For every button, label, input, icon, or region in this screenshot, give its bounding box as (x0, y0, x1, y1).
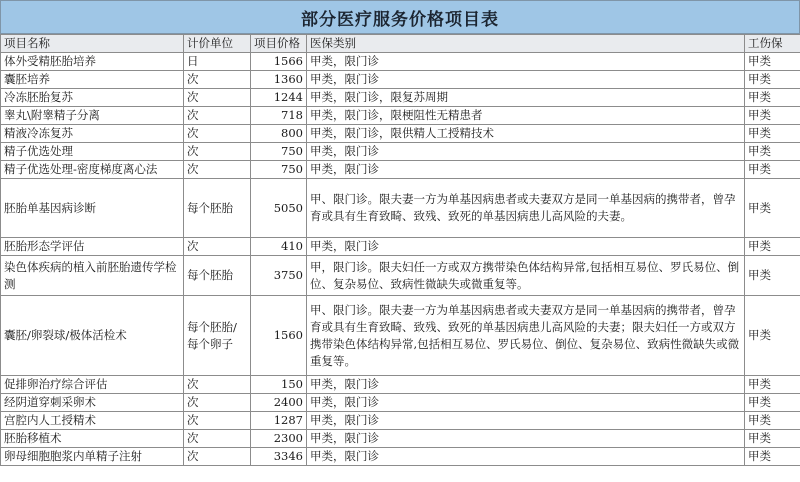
table-row (1, 125, 800, 143)
cell-project-name: 经阴道穿刺采卵术 (1, 394, 184, 412)
cell-insurance-category: 甲类，限门诊 (307, 412, 745, 430)
table-row (1, 107, 800, 125)
cell-injury-insurance: 甲类 (745, 125, 800, 143)
cell-price: 1360 (251, 71, 307, 89)
cell-insurance-category: 甲类，限门诊 (307, 161, 745, 179)
table-row (1, 238, 800, 256)
cell-unit: 次 (184, 107, 251, 125)
table-row (1, 71, 800, 89)
cell-insurance-category: 甲类，限门诊 (307, 394, 745, 412)
cell-price: 1560 (251, 296, 307, 376)
cell-project-name: 染色体疾病的植入前胚胎遗传学检测 (1, 256, 184, 296)
table-row (1, 376, 800, 394)
cell-insurance-category: 甲类，限门诊，限复苏周期 (307, 89, 745, 107)
table-row (1, 179, 800, 238)
price-table (0, 34, 800, 466)
table-title: 部分医疗服务价格项目表 (301, 9, 499, 30)
cell-unit: 次 (184, 71, 251, 89)
cell-insurance-category: 甲类，限门诊 (307, 71, 745, 89)
cell-price: 718 (251, 107, 307, 125)
cell-unit: 次 (184, 376, 251, 394)
cell-project-name: 囊胚培养 (1, 71, 184, 89)
cell-injury-insurance: 甲类 (745, 256, 800, 296)
header-insurance: 医保类别 (307, 35, 745, 53)
cell-injury-insurance: 甲类 (745, 179, 800, 238)
cell-unit: 次 (184, 161, 251, 179)
table-row (1, 256, 800, 296)
cell-price: 2300 (251, 430, 307, 448)
table-row (1, 412, 800, 430)
cell-project-name: 胚胎移植术 (1, 430, 184, 448)
cell-project-name: 精子优选处理-密度梯度离心法 (1, 161, 184, 179)
header-row (1, 35, 800, 53)
cell-unit: 次 (184, 394, 251, 412)
cell-project-name: 卵母细胞胞浆内单精子注射 (1, 448, 184, 466)
cell-price: 150 (251, 376, 307, 394)
table-row (1, 430, 800, 448)
cell-project-name: 宫腔内人工授精术 (1, 412, 184, 430)
cell-unit: 次 (184, 412, 251, 430)
cell-unit: 次 (184, 430, 251, 448)
cell-price: 750 (251, 161, 307, 179)
cell-insurance-category: 甲类，限门诊 (307, 430, 745, 448)
cell-unit: 次 (184, 238, 251, 256)
table-title-bar (0, 0, 800, 34)
table-row (1, 296, 800, 376)
cell-injury-insurance: 甲类 (745, 71, 800, 89)
cell-price: 2400 (251, 394, 307, 412)
header-injury: 工伤保 (745, 35, 800, 53)
cell-injury-insurance: 甲类 (745, 376, 800, 394)
cell-insurance-category: 甲类，限门诊 (307, 238, 745, 256)
cell-injury-insurance: 甲类 (745, 296, 800, 376)
table-row (1, 53, 800, 71)
table-row (1, 448, 800, 466)
cell-injury-insurance: 甲类 (745, 161, 800, 179)
cell-insurance-category: 甲类，限门诊 (307, 376, 745, 394)
table-row (1, 143, 800, 161)
cell-unit: 次 (184, 89, 251, 107)
cell-price: 3346 (251, 448, 307, 466)
table-row (1, 394, 800, 412)
cell-price: 800 (251, 125, 307, 143)
cell-unit: 每个胚胎 (184, 256, 251, 296)
cell-insurance-category: 甲类，限门诊 (307, 143, 745, 161)
header-name: 项目名称 (1, 35, 184, 53)
cell-project-name: 精液冷冻复苏 (1, 125, 184, 143)
cell-insurance-category: 甲类，限门诊 (307, 448, 745, 466)
cell-insurance-category: 甲类，限门诊 (307, 53, 745, 71)
header-unit: 计价单位 (184, 35, 251, 53)
cell-unit: 日 (184, 53, 251, 71)
cell-insurance-category: 甲类，限门诊，限梗阻性无精患者 (307, 107, 745, 125)
cell-price: 1287 (251, 412, 307, 430)
cell-project-name: 冷冻胚胎复苏 (1, 89, 184, 107)
cell-project-name: 促排卵治疗综合评估 (1, 376, 184, 394)
cell-injury-insurance: 甲类 (745, 89, 800, 107)
cell-insurance-category: 甲类，限门诊，限供精人工授精技术 (307, 125, 745, 143)
cell-project-name: 胚胎形态学评估 (1, 238, 184, 256)
cell-injury-insurance: 甲类 (745, 394, 800, 412)
cell-price: 5050 (251, 179, 307, 238)
cell-injury-insurance: 甲类 (745, 430, 800, 448)
cell-price: 1566 (251, 53, 307, 71)
cell-injury-insurance: 甲类 (745, 107, 800, 125)
cell-price: 1244 (251, 89, 307, 107)
cell-project-name: 囊胚/卵裂球/极体活检术 (1, 296, 184, 376)
cell-unit: 次 (184, 143, 251, 161)
cell-unit: 次 (184, 448, 251, 466)
cell-unit: 次 (184, 125, 251, 143)
cell-injury-insurance: 甲类 (745, 238, 800, 256)
header-price: 项目价格 (251, 35, 307, 53)
cell-injury-insurance: 甲类 (745, 53, 800, 71)
cell-insurance-category: 甲、限门诊。限夫妻一方为单基因病患者或夫妻双方是同一单基因病的携带者，曾孕育或具有生育致畸、致残、致死的单基因病患儿高风险的夫妻；限夫妇任一方或双方携带染色体结构异常,包括相互易位、罗氏易位、倒位、复杂易位、致病性微缺失或微重复等。 (307, 296, 745, 376)
cell-price: 750 (251, 143, 307, 161)
cell-project-name: 睾丸\附睾精子分离 (1, 107, 184, 125)
table-row (1, 161, 800, 179)
cell-project-name: 精子优选处理 (1, 143, 184, 161)
cell-unit: 每个胚胎/每个卵子 (184, 296, 251, 376)
cell-price: 3750 (251, 256, 307, 296)
cell-project-name: 胚胎单基因病诊断 (1, 179, 184, 238)
cell-unit: 每个胚胎 (184, 179, 251, 238)
cell-insurance-category: 甲、限门诊。限夫妻一方为单基因病患者或夫妻双方是同一单基因病的携带者，曾孕育或具有生育致畸、致残、致死的单基因病患儿高风险的夫妻。 (307, 179, 745, 238)
cell-price: 410 (251, 238, 307, 256)
cell-project-name: 体外受精胚胎培养 (1, 53, 184, 71)
table-row (1, 89, 800, 107)
cell-injury-insurance: 甲类 (745, 412, 800, 430)
cell-injury-insurance: 甲类 (745, 448, 800, 466)
cell-insurance-category: 甲，限门诊。限夫妇任一方或双方携带染色体结构异常,包括相互易位、罗氏易位、倒位、复杂易位、致病性微缺失或微重复等。 (307, 256, 745, 296)
cell-injury-insurance: 甲类 (745, 143, 800, 161)
